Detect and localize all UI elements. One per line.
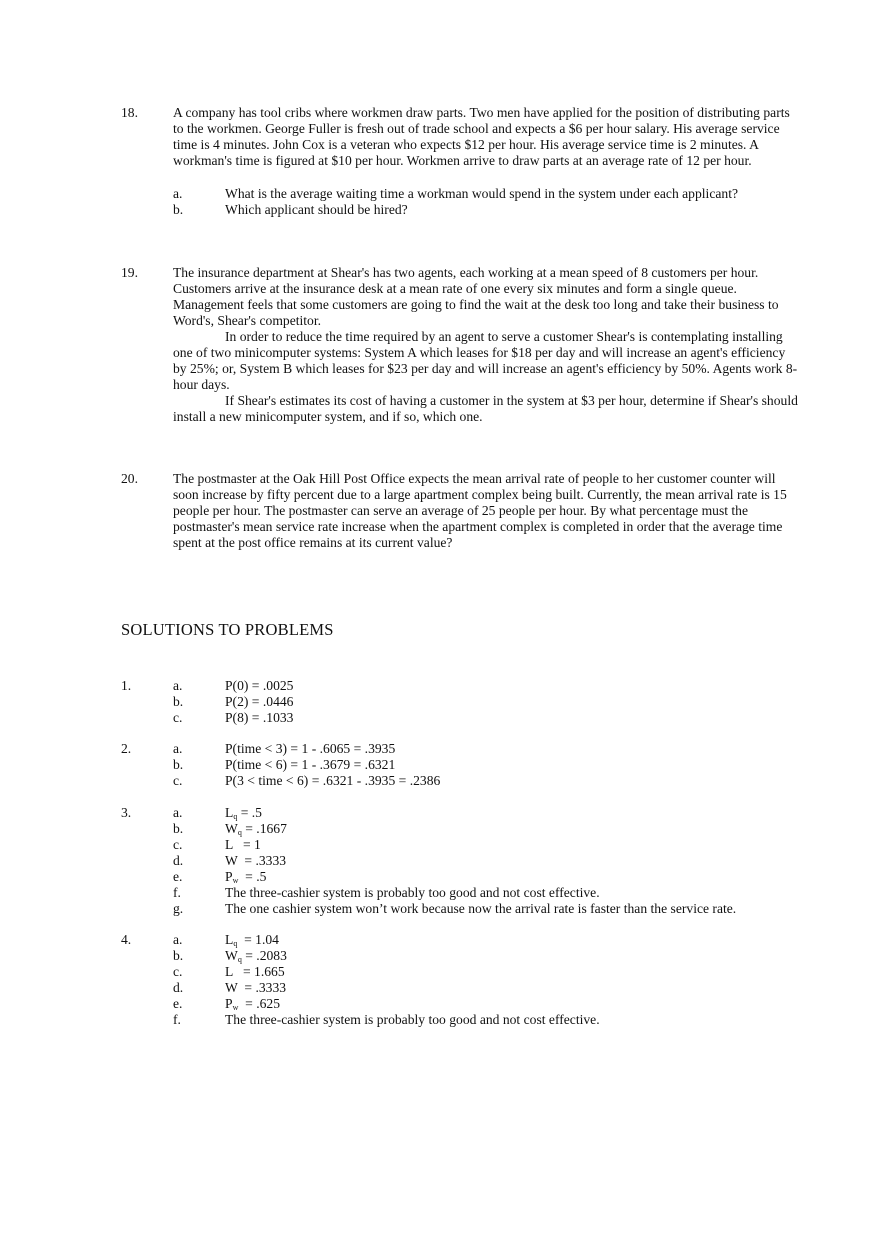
formula-value: = .5 — [238, 869, 267, 884]
problem-paragraph: Management feels that some customers are going to find the wait at the desk too long and take their business to Word's, Shear's competitor. — [173, 297, 779, 328]
subpart-a — [173, 186, 801, 202]
solution-row — [173, 710, 801, 726]
solution-label: c. — [173, 773, 183, 788]
solution-label: b. — [173, 694, 184, 709]
solution-row — [173, 932, 801, 948]
subpart-text: Which applicant should be hired? — [225, 202, 408, 217]
solution-text: P(0) = .0025 — [225, 678, 294, 693]
solution-row — [173, 980, 801, 996]
problem-paragraph: If Shear's estimates its cost of having a customer in the system at $3 per hour, determine if Shear's should install a new minicomputer system, and if so, which one. — [173, 393, 798, 424]
problem-number: 18. — [121, 105, 138, 120]
solution-label: a. — [173, 678, 183, 693]
formula-symbol: P — [225, 869, 233, 884]
solution-row — [173, 901, 801, 917]
problem-paragraph: The insurance department at Shear's has two agents, each working at a mean speed of 8 customers per hour. Customers arrive at the insurance desk at a mean rate of one every six minutes and form a single queue. — [173, 265, 759, 296]
solution-row — [173, 757, 801, 773]
solution-label: g. — [173, 901, 184, 916]
formula-subscript: q — [237, 955, 242, 964]
solution-row — [173, 853, 801, 869]
formula-subscript: q — [233, 939, 238, 948]
solution-formula — [225, 948, 287, 964]
solution-row — [173, 964, 801, 980]
formula-subscript: q — [237, 828, 242, 837]
solution-label: d. — [173, 853, 184, 868]
solution-row — [173, 773, 801, 789]
subpart-text: What is the average waiting time a workman would spend in the system under each applicant? — [225, 186, 738, 201]
formula-value: = .2083 — [241, 948, 287, 963]
solution-formula — [225, 869, 266, 885]
solution-text: The three-cashier system is probably too good and not cost effective. — [225, 1012, 600, 1027]
subpart-label: b. — [173, 202, 184, 217]
solution-label: b. — [173, 821, 184, 836]
problem-19 — [121, 265, 801, 425]
solution-formula — [225, 932, 279, 948]
solution-4 — [121, 932, 801, 1028]
formula-subscript: w — [232, 876, 239, 885]
solution-row — [173, 948, 801, 964]
solution-row — [173, 678, 801, 694]
solution-row — [173, 805, 801, 821]
solution-formula — [225, 805, 262, 821]
solutions-heading: SOLUTIONS TO PROBLEMS — [121, 620, 334, 639]
problem-20 — [121, 471, 801, 551]
problem-number: 19. — [121, 265, 138, 280]
solution-text: P(8) = .1033 — [225, 710, 294, 725]
formula-symbol: W — [225, 821, 238, 836]
solution-row — [173, 837, 801, 853]
solution-label: c. — [173, 837, 183, 852]
solution-row — [173, 821, 801, 837]
solution-row — [173, 885, 801, 901]
solution-label: a. — [173, 932, 183, 947]
solution-number: 3. — [121, 805, 132, 820]
solution-label: f. — [173, 885, 181, 900]
formula-value: = .1667 — [241, 821, 287, 836]
problem-paragraph: The postmaster at the Oak Hill Post Office expects the mean arrival rate of people to her customer counter will soon increase by fifty percent due to a large apartment complex being built. Currently, the mean arrival rate is 15 people per hour. The postmaster can serve an average of 25 people per hour. By what percentage must the postmaster's mean service rate increase when the apartment complex is completed in order that the average time spent at the post office remains at its current value? — [173, 471, 787, 550]
solution-text: W = .3333 — [225, 853, 287, 868]
formula-subscript: q — [233, 812, 238, 821]
solution-label: d. — [173, 980, 184, 995]
solution-row — [173, 741, 801, 757]
formula-value: = .625 — [238, 996, 280, 1011]
solution-label: f. — [173, 1012, 181, 1027]
solution-label: b. — [173, 948, 184, 963]
formula-symbol: W — [225, 948, 238, 963]
solution-formula — [225, 821, 287, 837]
subpart-label: a. — [173, 186, 183, 201]
solution-label: c. — [173, 710, 183, 725]
solution-number: 4. — [121, 932, 132, 947]
formula-symbol: L — [225, 805, 234, 820]
solution-text: L = 1.665 — [225, 964, 285, 979]
solution-text: W = .3333 — [225, 980, 287, 995]
formula-subscript: w — [232, 1003, 239, 1012]
problem-paragraph: In order to reduce the time required by an agent to serve a customer Shear's is contemplating installing one of two minicomputer systems: System A which leases for $18 per day and will increase an agent's efficiency by 25%; or, System B which leases for $23 per day and will increase an agent's efficiency by 50%. Agents work 8-hour days. — [173, 329, 798, 392]
solution-text: The one cashier system won’t work because now the arrival rate is faster than the service rate. — [225, 901, 737, 916]
solution-label: e. — [173, 869, 183, 884]
solution-row — [173, 694, 801, 710]
solution-row — [173, 996, 801, 1012]
solution-label: c. — [173, 964, 183, 979]
solution-number: 2. — [121, 741, 132, 756]
solution-text: L = 1 — [225, 837, 261, 852]
formula-value: = 1.04 — [237, 932, 279, 947]
formula-value: = .5 — [237, 805, 262, 820]
problem-18 — [121, 105, 801, 218]
solution-1 — [121, 678, 801, 726]
solution-number: 1. — [121, 678, 132, 693]
formula-symbol: P — [225, 996, 233, 1011]
formula-symbol: L — [225, 932, 234, 947]
solution-3 — [121, 805, 801, 917]
solution-text: P(2) = .0446 — [225, 694, 294, 709]
solution-label: a. — [173, 805, 183, 820]
solution-label: e. — [173, 996, 183, 1011]
solution-label: b. — [173, 757, 184, 772]
solution-text: P(3 < time < 6) = .6321 - .3935 = .2386 — [225, 773, 441, 788]
solution-row — [173, 869, 801, 885]
solution-row — [173, 1012, 801, 1028]
solution-2 — [121, 741, 801, 789]
problem-paragraph: A company has tool cribs where workmen draw parts. Two men have applied for the position of distributing parts to the workmen. George Fuller is fresh out of trade school and expects a $6 per hour salary. His average service time is 4 minutes. John Cox is a veteran who expects $12 per hour. His average service time is 2 minutes. A workman's time is figured at $10 per hour. Workmen arrive to draw parts at an average rate of 12 per hour. — [173, 105, 790, 168]
subpart-b — [173, 202, 801, 218]
problem-number: 20. — [121, 471, 138, 486]
solution-label: a. — [173, 741, 183, 756]
solution-text: P(time < 6) = 1 - .3679 = .6321 — [225, 757, 396, 772]
solution-text: The three-cashier system is probably too good and not cost effective. — [225, 885, 600, 900]
solution-formula — [225, 996, 280, 1012]
solution-text: P(time < 3) = 1 - .6065 = .3935 — [225, 741, 396, 756]
